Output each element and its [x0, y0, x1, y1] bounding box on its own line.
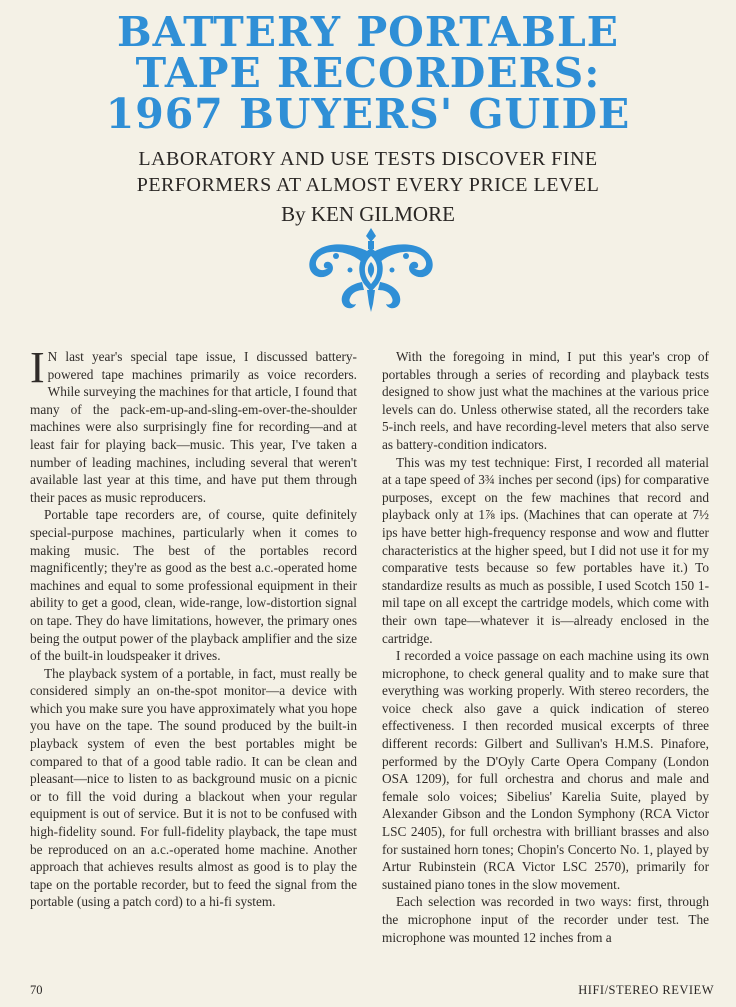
title-line-3: 1967 BUYERS' GUIDE [105, 90, 631, 138]
paragraph: With the foregoing in mind, I put this year's crop of portables through a series of recording and playback tests designed to show just what the machines at the various price levels can do. Unless otherwise stated, all the recorders take 5-inch reels, and have recording-level meters that also serve as battery-condition indicators. [382, 349, 709, 452]
fleur-de-lis-ornament-icon [306, 226, 436, 314]
paragraph: Portable tape recorders are, of course, quite definitely special-purpose machines, particularly when it comes to making music. The best of the portables record magnificently; they're as good as the best a.c.-operated home machines and equal to some professional equipment in their ability to get a good, clean, wide-range, low-distortion signal on tape. They do have limitations, however, the primary ones being the output power of the playback amplifier and the size of the built-in loudspeaker it drives. [30, 507, 357, 664]
article-title [20, 8, 716, 138]
subtitle-line-1: LABORATORY AND USE TESTS DISCOVER FINE [138, 148, 598, 170]
subtitle-line-2: PERFORMERS AT ALMOST EVERY PRICE LEVEL [136, 174, 600, 196]
drop-cap: I [30, 343, 45, 392]
paragraph: Each selection was recorded in two ways: first, through the microphone input of the recorder under test. The microphone was mounted 12 inches from a [382, 894, 709, 945]
title-line-1: BATTERY PORTABLE [116, 8, 620, 56]
paragraph: I N last year's special tape issue, I discussed battery-powered tape machines primarily as voice recorders. While surveying the machines for that article, I found that many of the pack-em-up-and-sling-em-over-the-shoulder machines were also surprisingly fine for recording—and at least fair for playing back—music. This year, I've taken a number of leading machines, including several that weren't available last year at this time, and have put them through their paces as music reproducers. [30, 343, 357, 505]
article-column-right [382, 348, 709, 946]
title-line-2: TAPE RECORDERS: [135, 49, 601, 97]
byline: By KEN GILMORE [281, 202, 455, 226]
magazine-name: HIFI/STEREO REVIEW [578, 983, 714, 997]
paragraph: I recorded a voice passage on each machine using its own microphone, to check general quality and to make sure that everything was working properly. With stereo recorders, the voice check also gave a quick indication of stereo effectiveness. I then recorded musical excerpts of three different records: Gilbert and Sullivan's H.M.S. Pinafore, performed by the D'Oyly Carte Opera Company (London OSA 1209), for full orchestra and chorus and male and female solo voices; Sibelius' Karelia Suite, played by Alexander Gibson and the London Symphony (RCA Victor LSC 2405), for full orchestra with brilliant brasses and also for sustained horn tones; Chopin's Concerto No. 1, played by Artur Rubinstein (RCA Victor LSC 2570), primarily for sustained piano tones in the slow movement. [382, 648, 709, 892]
page-number: 70 [30, 983, 43, 997]
article-subtitle [60, 146, 676, 198]
paragraph: The playback system of a portable, in fact, must really be considered simply an on-the-spot monitor—a device with which you make sure you have approximately what you hope you have on the tape. The sound produced by the built-in playback system of even the best portables might be compared to that of a good table radio. It can be clean and pleasant—nice to listen to as background music on a picnic or to fill the void during a blackout when your regular equipment is out of service. But it is not to be confused with high-fidelity sound. For full-fidelity playback, the tape must be reproduced on an a.c.-operated home machine. Another approach that achieves results almost as good is to play the tape on the portable recorder, but to feed the signal from the portable (using a patch cord) to a hi-fi system. [30, 665, 357, 910]
paragraph: This was my test technique: First, I recorded all material at a tape speed of 3¾ inches per second (ips) for comparative purposes, except on the few machines that record and playback only at 1⅞ ips. (Machines that can operate at 7½ ips have better high-frequency response and wow and flutter characteristics at the higher speed, but I did not use it for my comparative tests because so few portables have it.) To standardize results as much as possible, I used Scotch 150 1-mil tape on all except the cartridge models, which come with their own tape—whatever it is—already enclosed in the cartridge. [382, 454, 709, 646]
article-column-left [30, 343, 357, 911]
